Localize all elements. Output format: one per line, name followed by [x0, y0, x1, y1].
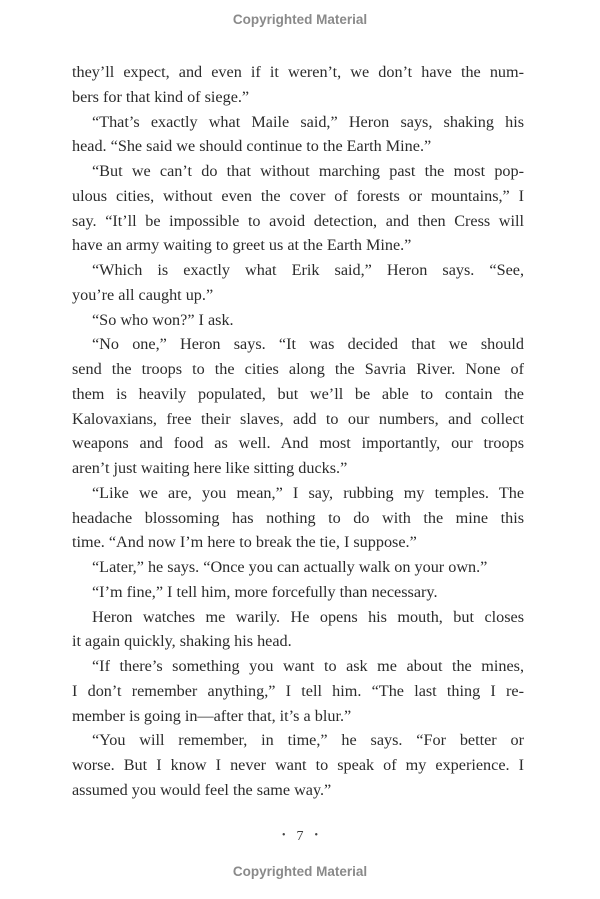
text-line: it again quickly, shaking his head.: [72, 632, 292, 651]
text-line: Heron watches me warily. He opens his mouth, but closes: [92, 607, 524, 626]
text-line: “No one,” Heron says. “It was decided that we should: [92, 335, 524, 354]
text-line: worse. But I know I never want to speak of my experience. I: [72, 756, 524, 774]
paragraph: [72, 728, 524, 802]
paragraph: [72, 481, 524, 555]
paragraph: [72, 332, 524, 481]
text-line: “If there’s something you want to ask me about the mines,: [92, 657, 524, 675]
text-line: you’re all caught up.”: [72, 285, 214, 304]
paragraph: [72, 654, 524, 728]
text-line: “Which is exactly what Erik said,” Heron says. “See,: [92, 261, 524, 279]
text-line: “I’m fine,” I tell him, more forcefully than necessary.: [92, 582, 438, 601]
text-line: head. “She said we should continue to the Earth Mine.”: [72, 137, 432, 156]
text-line: headache blossoming has nothing to do with the mine this: [72, 508, 524, 527]
page-text: [72, 60, 524, 803]
text-line: “Like we are, you mean,” I say, rubbing my temples. The: [92, 483, 524, 502]
text-line: them is heavily populated, but we’ll be able to contain the: [72, 384, 524, 403]
text-line: say. “It’ll be impossible to avoid detection, and then Cress will: [72, 211, 524, 230]
text-line: aren’t just waiting here like sitting ducks.”: [72, 459, 348, 477]
page-number-value: 7: [296, 829, 304, 844]
text-line: “But we can’t do that without marching past the most pop-: [92, 162, 524, 180]
text-line: send the troops to the cities along the Savria River. None of: [72, 360, 524, 378]
text-line: “You will remember, in time,” he says. “For better or: [92, 731, 524, 750]
paragraph: [72, 580, 524, 605]
text-line: they’ll expect, and even if it weren’t, we don’t have the num-: [72, 63, 524, 81]
paragraph: [72, 555, 524, 580]
copyright-notice-top: Copyrighted Material: [232, 12, 368, 27]
copyright-notice-bottom: Copyrighted Material: [232, 864, 368, 879]
text-line: bers for that kind of siege.”: [72, 87, 250, 106]
text-line: assumed you would feel the same way.”: [72, 780, 332, 799]
text-line: time. “And now I’m here to break the tie, I suppose.”: [72, 533, 417, 552]
text-line: member is going in—after that, it’s a blur.”: [72, 706, 352, 725]
page-number-bullet-left-icon: •: [281, 830, 286, 841]
paragraph: [72, 605, 524, 655]
page-number-bullet-right-icon: •: [314, 830, 319, 841]
page-number: [0, 826, 600, 847]
text-line: weapons and food as well. And most importantly, our troops: [72, 434, 524, 453]
text-line: “So who won?” I ask.: [92, 310, 234, 329]
paragraph: [72, 159, 524, 258]
text-line: Kalovaxians, free their slaves, add to our numbers, and collect: [72, 409, 524, 428]
text-line: I don’t remember anything,” I tell him. “The last thing I re-: [72, 681, 524, 700]
text-line: “Later,” he says. “Once you can actually walk on your own.”: [92, 558, 488, 576]
text-line: ulous cities, without even the cover of forests or mountains,” I: [72, 186, 524, 205]
paragraph: [72, 258, 524, 308]
text-line: “That’s exactly what Maile said,” Heron says, shaking his: [92, 112, 524, 131]
paragraph: [72, 60, 524, 110]
paragraph: [72, 308, 524, 333]
text-line: have an army waiting to greet us at the Earth Mine.”: [72, 236, 412, 255]
paragraph: [72, 110, 524, 160]
